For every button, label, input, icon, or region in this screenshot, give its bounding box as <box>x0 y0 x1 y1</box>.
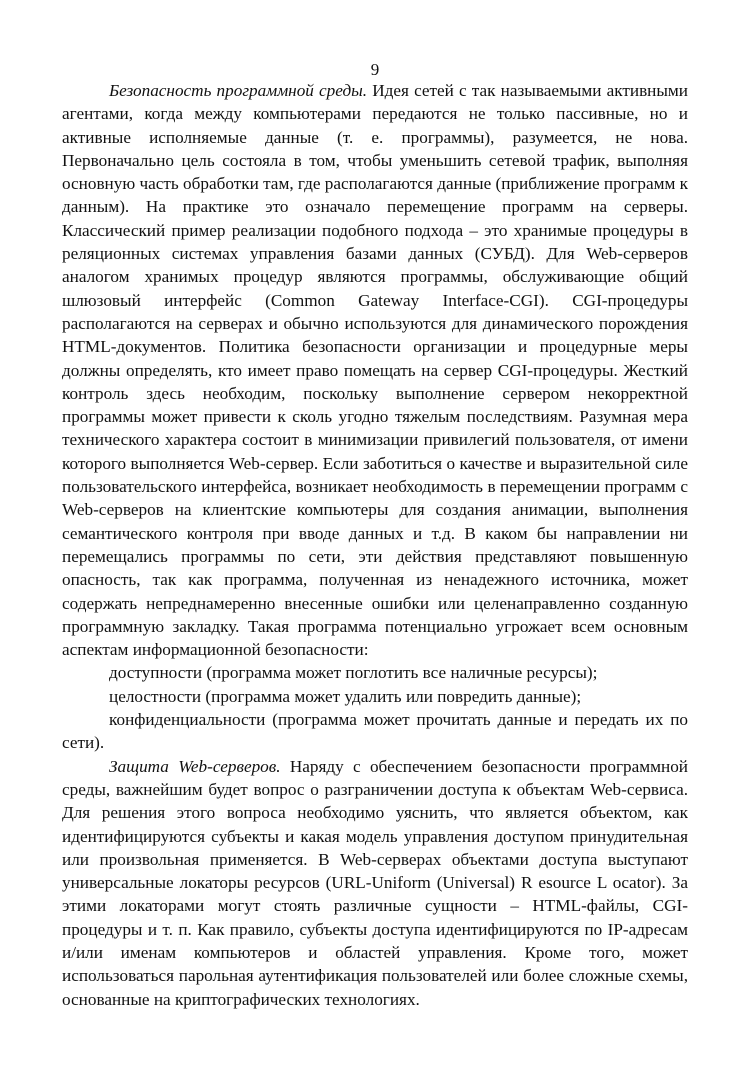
section-title-web-server-protection: Защита Web-серверов. <box>109 756 281 776</box>
page-body <box>62 60 688 1011</box>
paragraph-web-server-protection <box>62 755 688 1011</box>
list-item-integrity: целостности (программа может удалить или повредить данные); <box>109 686 582 706</box>
text-content <box>62 60 688 1011</box>
list-item-confidentiality: конфиденциальности (программа может прочитать данные и передать их по сети). <box>62 710 688 753</box>
section-title-software-environment-security: Безопасность программной среды. <box>109 81 368 100</box>
paragraph-software-environment-security <box>62 79 688 661</box>
paragraph-text: Наряду с обеспечением безопасности программной среды, важнейшим будет вопрос о разграничении доступа к объектам Web-сервиса. Для решения этого вопроса необходимо уяснить, что является объектом, как идентифицируются субъекты и какая модель управления доступом принудительная или произвольная применяется. В Web-серверах объектами доступа выступают универсальные локаторы ресурсов (URL-Uniform (Universal) R esource L ocator). За этими локаторами могут стоять различные сущности – HTML-файлы, CGI-процедуры и т. п. Как правило, субъекты доступа идентифицируются по IP-адресам и/или именам компьютеров и областей управления. Кроме того, может использоваться парольная аутентификация пользователей или более сложные схемы, основанные на криптографических технологиях. <box>62 756 688 1009</box>
page-number: 9 <box>370 60 380 79</box>
paragraph-text: Идея сетей с так называемыми активными агентами, когда между компьютерами передаются не только пассивные, но и активные исполняемые данные (т. е. программы), разумеется, не нова. Первоначально цель состояла в том, чтобы уменьшить сетевой трафик, выполняя основную часть обработки там, где располагаются данные (приближение программ к данным). На практике это означало перемещение программ на серверы. Классический пример реализации подобного подхода – это хранимые процедуры в реляционных системах управления базами данных (СУБД). Для Web-серверов аналогом хранимых процедур являются программы, обслуживающие общий шлюзовый интерфейс (Common Gateway Interface-CGI). CGI-процедуры располагаются на серверах и обычно используются для динамического порождения HTML-документов. Политика безопасности организации и процедурные меры должны определять, кто имеет право помещать на сервер CGI-процедуры. Жесткий контроль здесь необходим, поскольку выполнение сервером некорректной программы может привести к сколь угодно тяжелым последствиям. Разумная мера технического характера состоит в минимизации привилегий пользователя, от имени которого выполняется Web-сервер. Если заботиться о качестве и выразительной силе пользовательского интерфейса, возникает необходимость в перемещении программ с Web-серверов на клиентские компьютеры для создания анимации, выполнения семантического контроля при вводе данных и т.д. В каком бы направлении ни перемещались программы по сети, эти действия представляют повышенную опасность, так как программа, полученная из ненадежного источника, может содержать непреднамеренно внесенные ошибки или целенаправленно созданную программную закладку. Такая программа потенциально угрожает всем основным аспектам информационной безопасности: <box>62 81 689 660</box>
list-item-availability: доступности (программа может поглотить все наличные ресурсы); <box>109 663 598 683</box>
